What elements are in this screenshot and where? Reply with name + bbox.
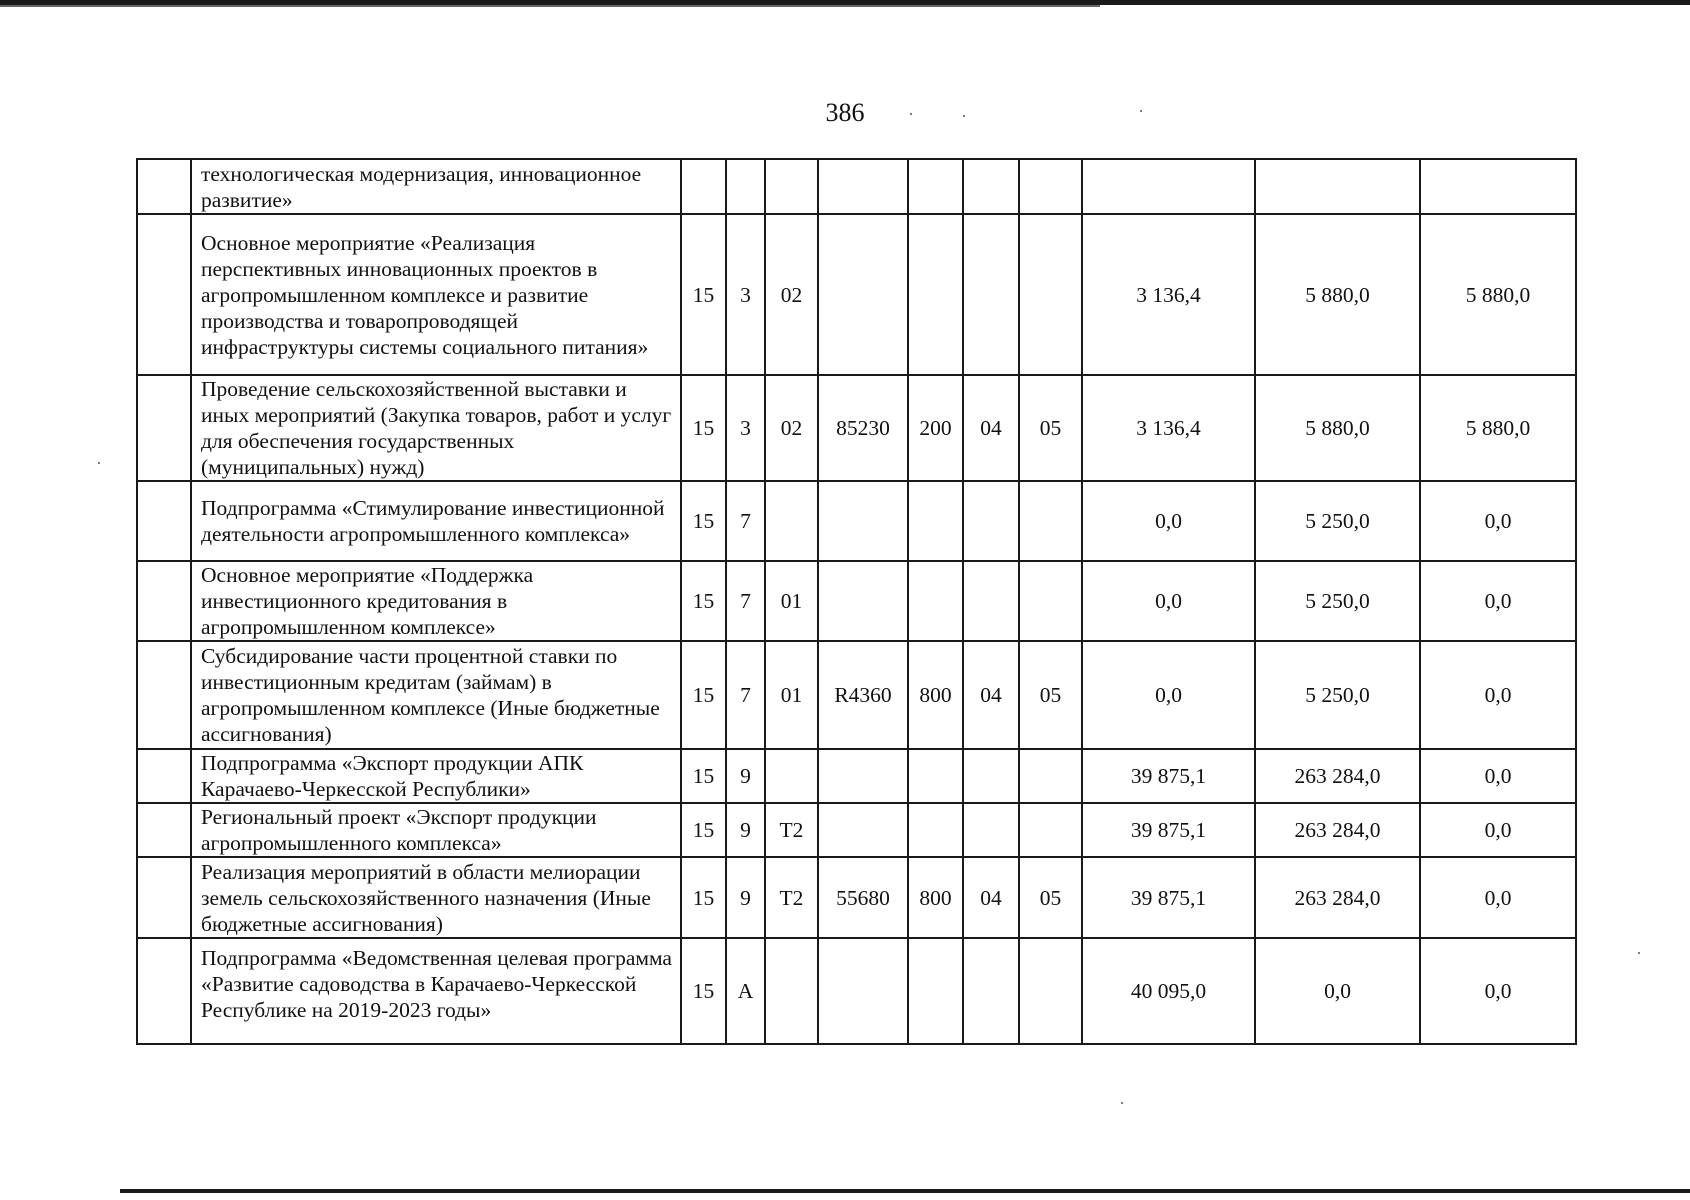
code-cell (818, 749, 908, 803)
code-cell: 15 (681, 803, 726, 857)
table-row (137, 214, 1576, 375)
code-cell (963, 159, 1019, 214)
code-cell: 04 (963, 641, 1019, 749)
code-cell (1019, 749, 1082, 803)
amount-cell: 5 880,0 (1420, 214, 1576, 375)
amount-cell: 0,0 (1082, 641, 1255, 749)
row-index-cell (137, 375, 191, 481)
amount-cell: 39 875,1 (1082, 857, 1255, 938)
row-index-cell (137, 803, 191, 857)
code-cell: 9 (726, 749, 765, 803)
code-cell (1019, 938, 1082, 1044)
row-index-cell (137, 561, 191, 641)
code-cell: 200 (908, 375, 963, 481)
code-cell: 01 (765, 561, 818, 641)
code-cell: T2 (765, 857, 818, 938)
amount-cell: 263 284,0 (1255, 749, 1420, 803)
amount-cell: 0,0 (1082, 561, 1255, 641)
code-cell: 01 (765, 641, 818, 749)
amount-cell: 263 284,0 (1255, 803, 1420, 857)
table-row (137, 375, 1576, 481)
table-row (137, 749, 1576, 803)
code-cell: A (726, 938, 765, 1044)
amount-cell (1082, 159, 1255, 214)
amount-cell: 5 880,0 (1255, 375, 1420, 481)
amount-cell: 0,0 (1420, 481, 1576, 561)
code-cell (908, 749, 963, 803)
code-cell: 05 (1019, 857, 1082, 938)
page-number: 386 (825, 98, 865, 127)
code-cell (908, 481, 963, 561)
code-cell: 15 (681, 641, 726, 749)
amount-cell: 0,0 (1255, 938, 1420, 1044)
table-row (137, 857, 1576, 938)
budget-table (136, 158, 1577, 1045)
code-cell: 04 (963, 857, 1019, 938)
code-cell (765, 938, 818, 1044)
row-index-cell (137, 214, 191, 375)
amount-cell: 0,0 (1420, 641, 1576, 749)
code-cell (1019, 561, 1082, 641)
amount-cell: 5 250,0 (1255, 481, 1420, 561)
row-name: Основное мероприятие «Реализация перспективных инновационных проектов в агропромышленном комплексе и развитие производства и товаропроводящей инфраструктуры системы социального питания» (191, 214, 681, 375)
amount-cell: 40 095,0 (1082, 938, 1255, 1044)
row-index-cell (137, 159, 191, 214)
amount-cell: 5 250,0 (1255, 641, 1420, 749)
code-cell: 7 (726, 561, 765, 641)
table-row (137, 481, 1576, 561)
code-cell: 15 (681, 214, 726, 375)
amount-cell: 3 136,4 (1082, 214, 1255, 375)
code-cell: 15 (681, 481, 726, 561)
code-cell: 15 (681, 375, 726, 481)
code-cell: 15 (681, 561, 726, 641)
code-cell: 15 (681, 938, 726, 1044)
code-cell (818, 214, 908, 375)
code-cell (908, 561, 963, 641)
code-cell (908, 159, 963, 214)
code-cell: 15 (681, 857, 726, 938)
code-cell (681, 159, 726, 214)
code-cell: 02 (765, 214, 818, 375)
row-name: Проведение сельскохозяйственной выставки и иных мероприятий (Закупка товаров, работ и услуг для обеспечения государственных (муниципальных) нужд) (191, 375, 681, 481)
amount-cell: 0,0 (1420, 938, 1576, 1044)
code-cell (908, 803, 963, 857)
code-cell: 04 (963, 375, 1019, 481)
row-index-cell (137, 749, 191, 803)
row-name: Подпрограмма «Стимулирование инвестиционной деятельности агропромышленного комплекса» (191, 481, 681, 561)
table-row (137, 641, 1576, 749)
code-cell: R4360 (818, 641, 908, 749)
amount-cell: 263 284,0 (1255, 857, 1420, 938)
amount-cell: 5 250,0 (1255, 561, 1420, 641)
code-cell: 800 (908, 641, 963, 749)
code-cell (726, 159, 765, 214)
code-cell (1019, 803, 1082, 857)
scan-edge-bottom (120, 1189, 1690, 1193)
row-name: Реализация мероприятий в области мелиорации земель сельскохозяйственного назначения (Иные бюджетные ассигнования) (191, 857, 681, 938)
code-cell: T2 (765, 803, 818, 857)
code-cell (963, 481, 1019, 561)
code-cell (818, 803, 908, 857)
code-cell: 9 (726, 803, 765, 857)
row-index-cell (137, 857, 191, 938)
table-row (137, 159, 1576, 214)
scan-speck (1121, 1102, 1123, 1104)
code-cell: 7 (726, 481, 765, 561)
code-cell (1019, 214, 1082, 375)
code-cell: 55680 (818, 857, 908, 938)
code-cell (963, 214, 1019, 375)
code-cell: 05 (1019, 375, 1082, 481)
code-cell (908, 214, 963, 375)
code-cell (1019, 159, 1082, 214)
amount-cell: 0,0 (1420, 857, 1576, 938)
code-cell (765, 481, 818, 561)
scan-edge-top-thin (0, 5, 1100, 7)
code-cell (1019, 481, 1082, 561)
amount-cell: 3 136,4 (1082, 375, 1255, 481)
row-index-cell (137, 938, 191, 1044)
code-cell: 15 (681, 749, 726, 803)
amount-cell: 0,0 (1420, 803, 1576, 857)
row-name: Субсидирование части процентной ставки по инвестиционным кредитам (займам) в агропромышленном комплексе (Иные бюджетные ассигнования) (191, 641, 681, 749)
amount-cell: 0,0 (1082, 481, 1255, 561)
row-name: Подпрограмма «Ведомственная целевая программа «Развитие садоводства в Карачаево-Черкесской Республике на 2019-2023 годы» (191, 938, 681, 1044)
code-cell: 05 (1019, 641, 1082, 749)
row-index-cell (137, 641, 191, 749)
row-name: Региональный проект «Экспорт продукции агропромышленного комплекса» (191, 803, 681, 857)
code-cell: 9 (726, 857, 765, 938)
amount-cell: 0,0 (1420, 561, 1576, 641)
table-row (137, 561, 1576, 641)
row-name: Подпрограмма «Экспорт продукции АПК Карачаево-Черкесской Республики» (191, 749, 681, 803)
code-cell (765, 159, 818, 214)
amount-cell: 39 875,1 (1082, 803, 1255, 857)
row-name: технологическая модернизация, инновационное развитие» (191, 159, 681, 214)
code-cell (963, 803, 1019, 857)
row-name: Основное мероприятие «Поддержка инвестиционного кредитования в агропромышленном комплексе» (191, 561, 681, 641)
scan-speck (1638, 952, 1640, 954)
code-cell (818, 561, 908, 641)
amount-cell: 0,0 (1420, 749, 1576, 803)
table-row (137, 938, 1576, 1044)
code-cell: 800 (908, 857, 963, 938)
amount-cell: 5 880,0 (1420, 375, 1576, 481)
amount-cell: 5 880,0 (1255, 214, 1420, 375)
code-cell (908, 938, 963, 1044)
amount-cell: 39 875,1 (1082, 749, 1255, 803)
code-cell: 3 (726, 214, 765, 375)
code-cell (963, 749, 1019, 803)
amount-cell (1255, 159, 1420, 214)
code-cell: 3 (726, 375, 765, 481)
code-cell: 02 (765, 375, 818, 481)
table-row (137, 803, 1576, 857)
scan-speck (98, 462, 100, 464)
code-cell: 7 (726, 641, 765, 749)
code-cell (963, 938, 1019, 1044)
amount-cell (1420, 159, 1576, 214)
code-cell (765, 749, 818, 803)
row-index-cell (137, 481, 191, 561)
code-cell (818, 159, 908, 214)
code-cell (963, 561, 1019, 641)
code-cell (818, 938, 908, 1044)
code-cell (818, 481, 908, 561)
code-cell: 85230 (818, 375, 908, 481)
